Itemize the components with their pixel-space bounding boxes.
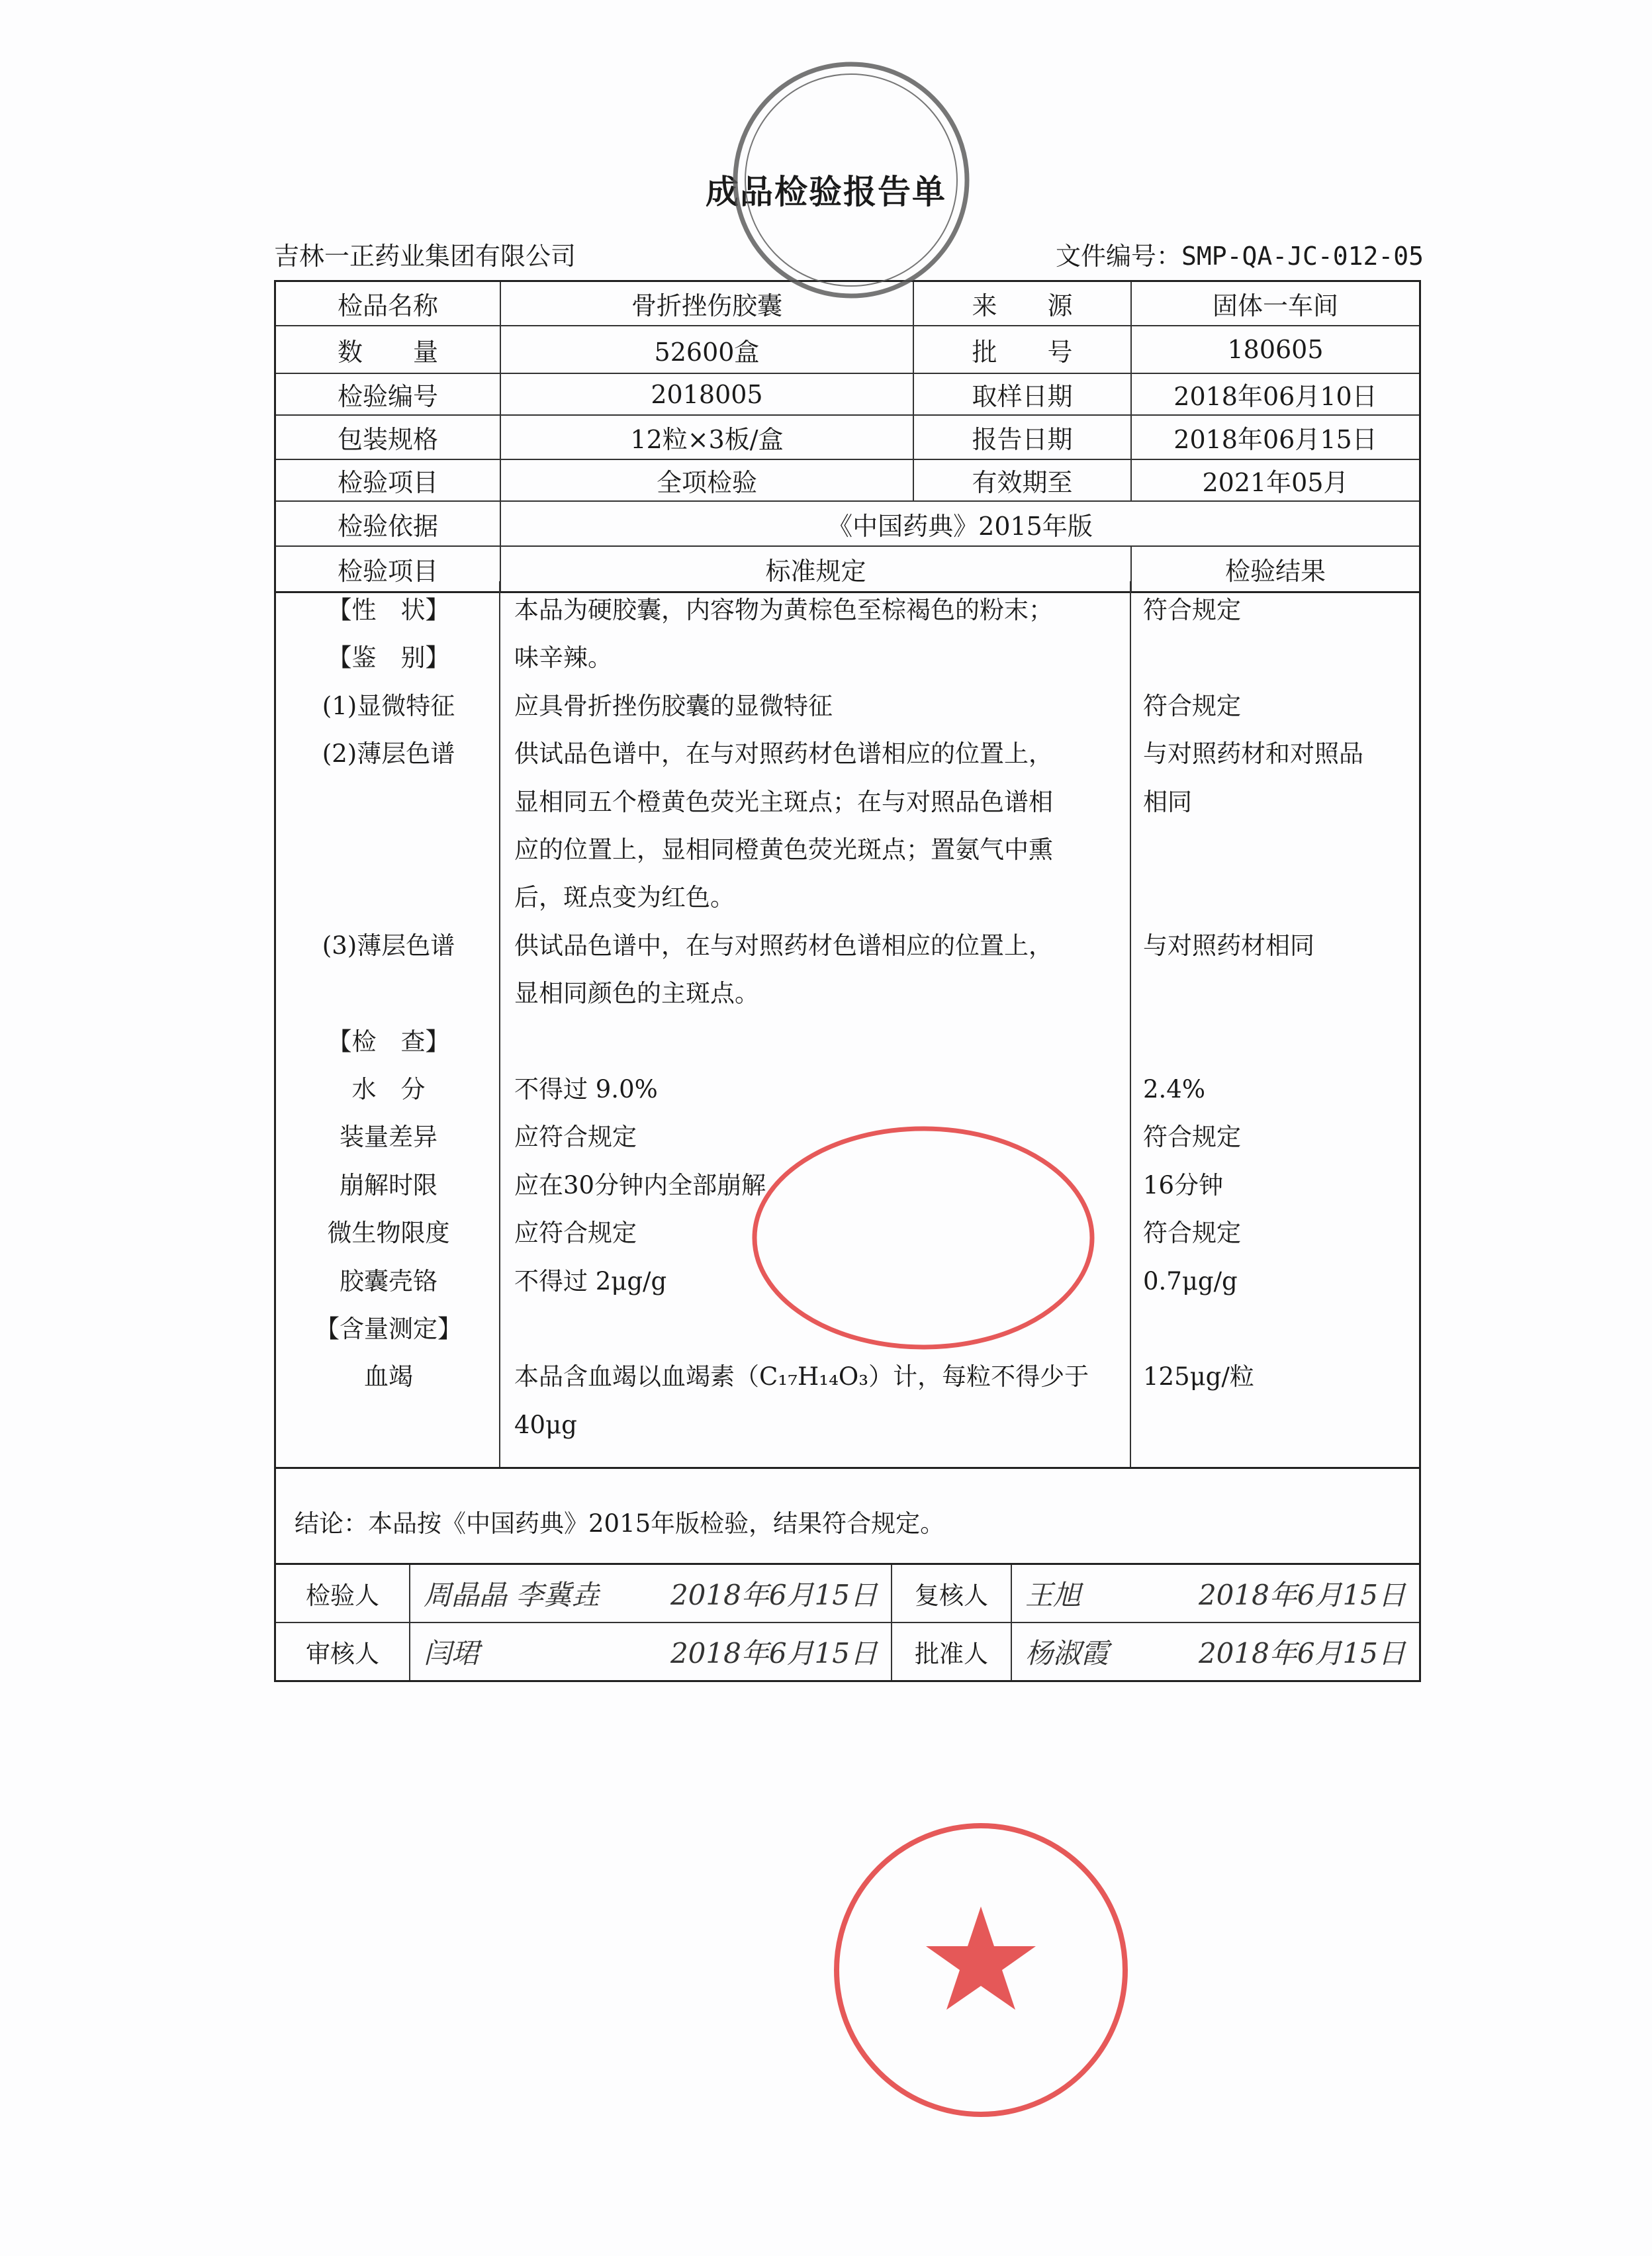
signature-table bbox=[274, 1563, 1421, 1682]
field-label: 数 量 bbox=[276, 326, 501, 373]
test-line bbox=[276, 1113, 1419, 1161]
standard: 本品含血竭以血竭素（C₁₇H₁₄O₃）计，每粒不得少于 bbox=[514, 1362, 1089, 1391]
basis-row bbox=[276, 502, 1419, 547]
field-value: 全项检验 bbox=[501, 460, 914, 500]
test-line bbox=[276, 1353, 1419, 1401]
standard: 应符合规定 bbox=[514, 1219, 637, 1248]
field-value: 2018年06月10日 bbox=[1173, 382, 1377, 411]
star-icon bbox=[926, 1906, 1036, 2010]
field-label: 有效期至 bbox=[914, 460, 1132, 500]
field-value: 2021年05月 bbox=[1202, 468, 1349, 497]
standard: 供试品色谱中，在与对照药材色谱相应的位置上， bbox=[514, 739, 1053, 769]
item: (2)薄层色谱 bbox=[322, 739, 455, 769]
sign-date: 2018年6月15日 bbox=[670, 1579, 878, 1611]
test-line bbox=[276, 874, 1419, 921]
result: 符合规定 bbox=[1143, 1219, 1241, 1248]
test-line bbox=[276, 1066, 1419, 1113]
field-value: 180605 bbox=[1227, 335, 1324, 364]
standard: 应具骨折挫伤胶囊的显微特征 bbox=[514, 691, 833, 720]
header-row bbox=[276, 282, 1419, 326]
field-value: 固体一车间 bbox=[1212, 291, 1338, 320]
field-label: 检品名称 bbox=[276, 282, 501, 325]
result: 符合规定 bbox=[1143, 1123, 1241, 1152]
standard: 显相同颜色的主斑点。 bbox=[514, 979, 759, 1008]
result: 符合规定 bbox=[1143, 596, 1241, 624]
item: 血竭 bbox=[364, 1362, 413, 1391]
field-label: 批 号 bbox=[914, 326, 1132, 373]
result: 2.4% bbox=[1143, 1075, 1205, 1104]
qc-seal-red bbox=[837, 1826, 1125, 2114]
result: 16分钟 bbox=[1143, 1170, 1224, 1199]
test-line bbox=[276, 1162, 1419, 1209]
item: 【鉴 别】 bbox=[327, 643, 450, 673]
item: 胶囊壳铬 bbox=[340, 1266, 437, 1295]
header-row bbox=[276, 374, 1419, 416]
report-title: 成品检验报告单 bbox=[706, 172, 946, 211]
basis-label: 检验依据 bbox=[276, 502, 501, 545]
field-label: 报告日期 bbox=[914, 416, 1132, 459]
header-row bbox=[276, 326, 1419, 374]
test-line bbox=[276, 1305, 1419, 1353]
field-label: 检验编号 bbox=[276, 374, 501, 414]
field-value: 骨折挫伤胶囊 bbox=[501, 282, 914, 325]
test-line bbox=[276, 1258, 1419, 1305]
signature-row bbox=[276, 1565, 1419, 1623]
company-name: 吉林一正药业集团有限公司 bbox=[274, 242, 576, 271]
sign-date: 2018年6月15日 bbox=[1198, 1579, 1406, 1611]
sign-date: 2018年6月15日 bbox=[670, 1637, 878, 1669]
test-line bbox=[276, 587, 1419, 634]
test-line bbox=[276, 922, 1419, 970]
test-line bbox=[276, 634, 1419, 682]
result: 与对照药材和对照品 bbox=[1143, 739, 1363, 769]
field-value: 2018005 bbox=[501, 374, 914, 414]
test-line bbox=[276, 1018, 1419, 1066]
item: (3)薄层色谱 bbox=[322, 931, 455, 960]
field-value: 52600盒 bbox=[501, 326, 914, 373]
test-line bbox=[276, 970, 1419, 1017]
signature: 闫珺 bbox=[424, 1637, 480, 1669]
standard: 应在30分钟内全部崩解 bbox=[514, 1170, 766, 1199]
field-label: 检验项目 bbox=[276, 460, 501, 500]
role-label: 审核人 bbox=[276, 1623, 410, 1680]
test-line bbox=[276, 730, 1419, 778]
role-label: 检验人 bbox=[276, 1565, 410, 1622]
field-label: 取样日期 bbox=[914, 374, 1132, 414]
standard: 应符合规定 bbox=[514, 1123, 637, 1152]
standard: 后，斑点变为红色。 bbox=[514, 883, 735, 912]
col-item: 检验项目 bbox=[276, 547, 501, 591]
test-line bbox=[276, 1401, 1419, 1449]
col-standard: 标准规定 bbox=[501, 547, 1132, 591]
field-value: 2018年06月15日 bbox=[1173, 425, 1377, 454]
header-row bbox=[276, 460, 1419, 502]
standard: 供试品色谱中，在与对照药材色谱相应的位置上， bbox=[514, 931, 1053, 960]
item: 【检 查】 bbox=[327, 1027, 450, 1056]
conclusion: 结论：本品按《中国药典》2015年版检验，结果符合规定。 bbox=[274, 1469, 1421, 1563]
item: 崩解时限 bbox=[340, 1170, 437, 1199]
role-label: 复核人 bbox=[892, 1565, 1012, 1622]
standard: 本品为硬胶囊，内容物为黄棕色至棕褐色的粉末； bbox=[514, 596, 1053, 624]
header-table bbox=[274, 280, 1421, 593]
standard: 不得过 9.0% bbox=[514, 1075, 658, 1104]
standard: 40μg bbox=[514, 1410, 577, 1439]
test-line bbox=[276, 826, 1419, 874]
standard: 应的位置上，显相同橙黄色荧光斑点；置氨气中熏 bbox=[514, 835, 1053, 864]
result: 相同 bbox=[1143, 787, 1192, 816]
signature: 杨淑霞 bbox=[1025, 1637, 1109, 1669]
role-label: 批准人 bbox=[892, 1623, 1012, 1680]
item: 微生物限度 bbox=[327, 1219, 450, 1248]
item: 【含量测定】 bbox=[315, 1315, 462, 1343]
item: 【性 状】 bbox=[327, 596, 450, 624]
item: 水 分 bbox=[351, 1075, 426, 1104]
field-value: 12粒×3板/盒 bbox=[501, 416, 914, 459]
basis-value: 《中国药典》2015年版 bbox=[827, 511, 1093, 541]
result: 0.7μg/g bbox=[1143, 1266, 1238, 1295]
standard: 不得过 2μg/g bbox=[514, 1266, 667, 1295]
result: 与对照药材相同 bbox=[1143, 931, 1314, 960]
col-result: 检验结果 bbox=[1224, 557, 1326, 586]
sign-date: 2018年6月15日 bbox=[1198, 1637, 1406, 1669]
item: (1)显微特征 bbox=[322, 691, 455, 720]
test-line bbox=[276, 1209, 1419, 1257]
header-row bbox=[276, 416, 1419, 460]
item: 装量差异 bbox=[340, 1123, 437, 1152]
field-label: 来 源 bbox=[914, 282, 1132, 325]
standard: 显相同五个橙黄色荧光主斑点；在与对照品色谱相 bbox=[514, 787, 1053, 816]
test-line bbox=[276, 682, 1419, 730]
test-line bbox=[276, 778, 1419, 826]
document-number: 文件编号：SMP-QA-JC-012-05 bbox=[1055, 242, 1424, 271]
result: 符合规定 bbox=[1143, 691, 1241, 720]
signature: 王旭 bbox=[1025, 1579, 1081, 1611]
field-label: 包装规格 bbox=[276, 416, 501, 459]
result: 125μg/粒 bbox=[1143, 1362, 1254, 1391]
standard: 味辛辣。 bbox=[514, 643, 612, 673]
signature: 周晶晶 李冀垚 bbox=[424, 1579, 600, 1611]
signature-row bbox=[276, 1623, 1419, 1680]
test-items-table bbox=[274, 581, 1421, 1469]
